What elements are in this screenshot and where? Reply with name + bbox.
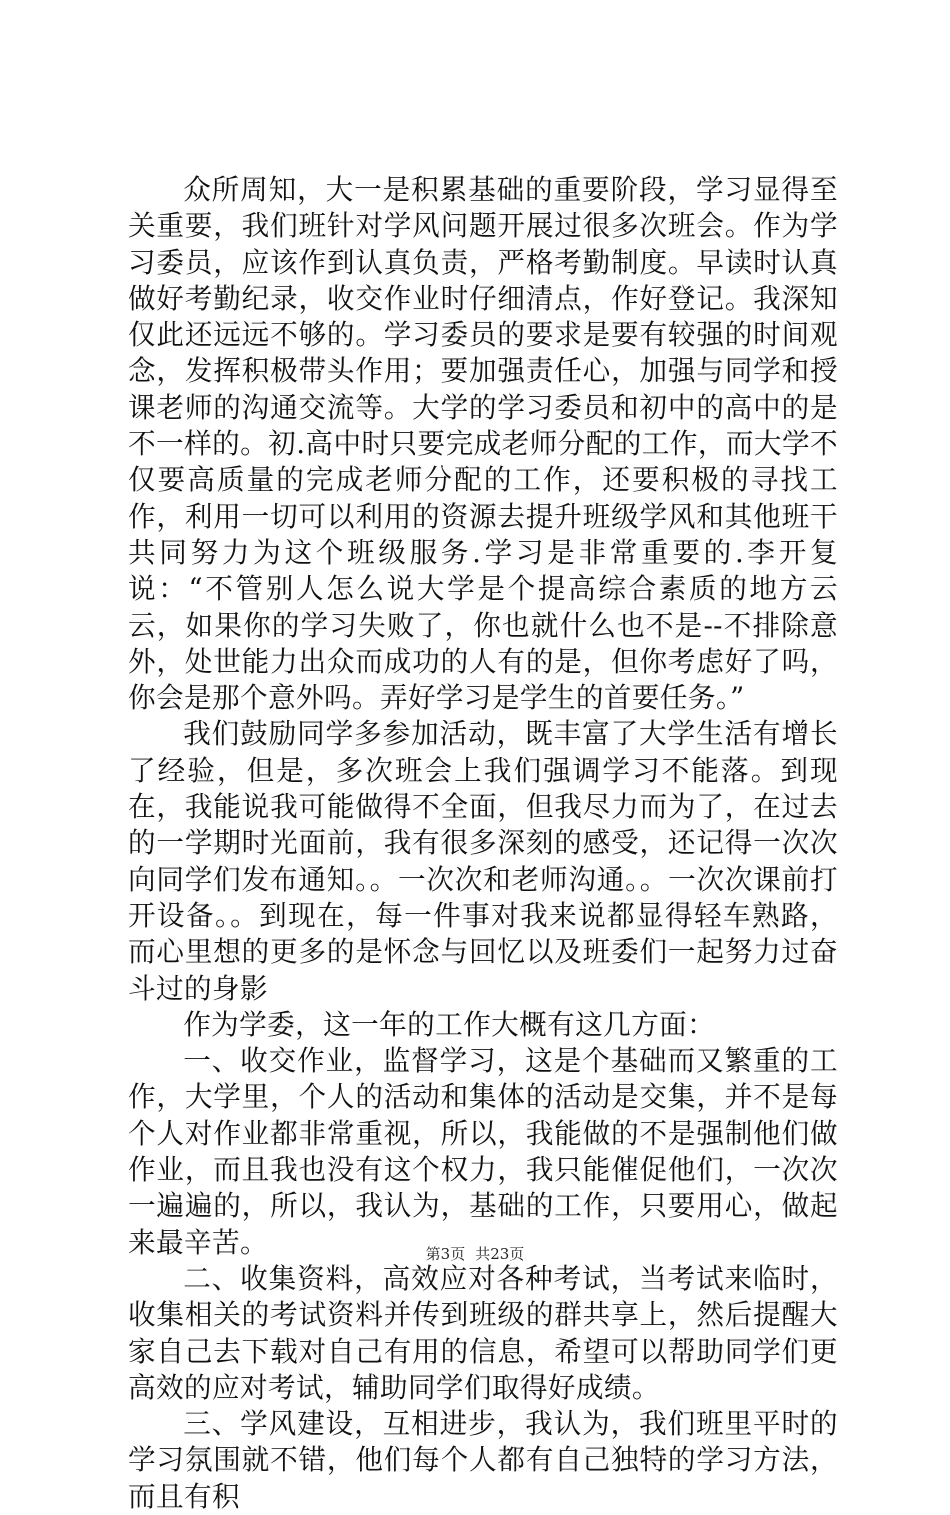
page-number: 第3页 <box>425 1245 466 1263</box>
page-total: 共23页 <box>475 1245 525 1263</box>
paragraph-activities: 我们鼓励同学多参加活动，既丰富了大学生活有增长了经验，但是，多次班会上我们强调学习不能落。到现在，我能说我可能做得不全面，但我尽力而为了，在过去的一学期时光面前，我有很多深刻的感受，还记得一次次向同学们发布通知。。一次次和老师沟通。。一次次课前打开设备。。到现在，每一件事对我来说都显得轻车熟路，而心里想的更多的是怀念与回忆以及班委们一起努力过奋斗过的身影 <box>128 717 838 1005</box>
paragraph-item-materials: 二、收集资料，高效应对各种考试，当考试来临时，收集相关的考试资料并传到班级的群共享上，然后提醒大家自己去下载对自己有用的信息，希望可以帮助同学们更高效的应对考试，辅助同学们取得好成绩。 <box>128 1261 838 1404</box>
paragraph-item-homework: 一、收交作业，监督学习，这是个基础而又繁重的工作，大学里，个人的活动和集体的活动是交集，并不是每个人对作业都非常重视，所以，我能做的不是强制他们做作业，而且我也没有这个权力，我只能催促他们，一次次一遍遍的，所以，我认为，基础的工作，只要用心，做起来最辛苦。 <box>128 1044 838 1259</box>
paragraph-intro: 众所周知，大一是积累基础的重要阶段，学习显得至关重要，我们班针对学风问题开展过很多次班会。作为学习委员，应该作到认真负责，严格考勤制度。早读时认真做好考勤纪录，收交作业时仔细清点，作好登记。我深知仅此还远远不够的。学习委员的要求是要有较强的时间观念，发挥积极带头作用；要加强责任心，加强与同学和授课老师的沟通交流等。大学的学习委员和初中的高中的是不一样的。初.高中时只要完成老师分配的工作，而大学不仅要高质量的完成老师分配的工作，还要积极的寻找工作，利用一切可以利用的资源去提升班级学风和其他班干共同努力为这个班级服务.学习是非常重要的.李开复说：“不管别人怎么说大学是个提高综合素质的地方云云，如果你的学习失败了，你也就什么也不是--不排除意外，处世能力出众而成功的人有的是，但你考虑好了吗，你会是那个意外吗。弄好学习是学生的首要任务。” <box>128 173 838 715</box>
page-footer <box>0 1244 950 1264</box>
document-body <box>128 172 838 1515</box>
paragraph-item-study-atmosphere: 三、学风建设，互相进步，我认为，我们班里平时的学习氛围就不错，他们每个人都有自己独特的学习方法，而且有积 <box>128 1407 838 1513</box>
paragraph-work-overview: 作为学委，这一年的工作大概有这几方面： <box>183 1007 716 1041</box>
